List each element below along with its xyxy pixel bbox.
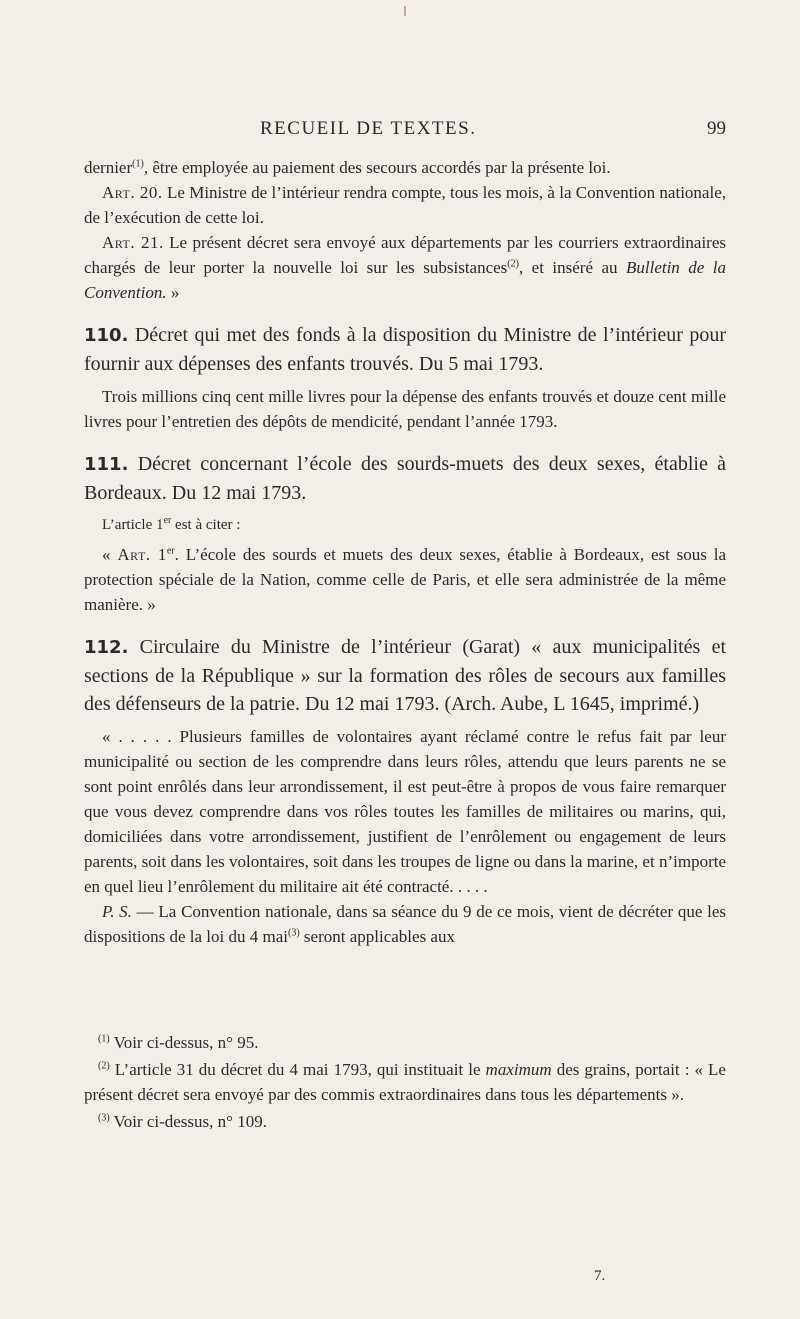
header-title: RECUEIL DE TEXTES. — [260, 118, 477, 139]
footnote-ref: (2) — [507, 258, 519, 270]
signature-mark: 7. — [594, 1268, 606, 1284]
italic-term: maximum — [485, 1060, 552, 1079]
footnote-text: Voir ci-dessus, n° 95. — [109, 1033, 259, 1052]
footnote-text: des grains, portait : « Le présent décret sera envoyé par des commis extraordinaires dans tous les départements ». — [84, 1060, 726, 1104]
article-text: Le présent décret sera envoyé aux départements par les courriers extraordinaires chargés de leur porter la nouvelle loi sur les subsistances — [84, 233, 726, 277]
text-run: , et inséré au — [518, 258, 626, 277]
article-label: Art. 20. — [102, 183, 163, 202]
footnote-text: L’article 31 du décret du 4 mai 1793, qui instituait le — [109, 1060, 486, 1079]
section-title: Décret qui met des fonds à la disposition du Ministre de l’intérieur pour fournir aux dépenses des enfants trouvés. Du 5 mai 1793. — [84, 324, 726, 375]
page-number: 99 — [707, 118, 726, 139]
article-text: Le Ministre de l’intérieur rendra compte, tous les mois, à la Convention nationale, de l’exécution de cette loi. — [84, 183, 726, 227]
article-20 — [84, 180, 726, 230]
section-112-postscript — [84, 899, 726, 949]
section-110-heading — [84, 321, 726, 378]
section-112-heading — [84, 633, 726, 718]
text-run: seront applicables aux — [299, 927, 455, 946]
article-text: . L’école des sourds et muets des deux sexes, établie à Bordeaux, est sous la protection spéciale de la Nation, comme celle de Paris, et elle sera administrée de la même manière. » — [84, 545, 726, 614]
footnote-2 — [84, 1057, 726, 1107]
section-111-article — [84, 542, 726, 617]
text-run: L’article 1 — [102, 517, 164, 533]
section-111-intro — [84, 513, 726, 538]
main-text — [84, 155, 726, 949]
section-title: Décret concernant l’école des sourds-muets des deux sexes, établie à Bordeaux. Du 12 mai 1793. — [84, 453, 726, 504]
section-111-heading — [84, 450, 726, 507]
section-title: Circulaire du Ministre de l’intérieur (Garat) « aux municipalités et sections de la République » sur la formation des rôles de secours aux familles des défenseurs de la patrie. Du 12 mai 1793. (Arch. Aube, L 1645, imprimé.) — [84, 636, 726, 715]
superscript: er — [163, 515, 172, 526]
footnote-text: Voir ci-dessus, n° 109. — [109, 1112, 267, 1131]
footnote-mark: (2) — [98, 1060, 110, 1072]
footnote-1 — [84, 1030, 726, 1055]
text-run: , être employée au paiement des secours accordés par la présente loi. — [143, 158, 611, 177]
text-run: » — [166, 283, 180, 302]
section-number: 111. — [84, 454, 129, 475]
paragraph-continuation — [84, 155, 726, 180]
text-run: est à citer : — [171, 517, 241, 533]
article-label: « Art. 1 — [102, 545, 167, 564]
section-number: 112. — [84, 637, 129, 658]
text-run: dernier — [84, 158, 133, 177]
footnote-ref: (3) — [288, 927, 300, 939]
superscript: er — [166, 545, 175, 557]
footnotes — [84, 1030, 726, 1134]
footnote-mark: (3) — [98, 1112, 110, 1124]
running-header — [84, 118, 726, 146]
article-21 — [84, 230, 726, 305]
section-number: 110. — [84, 325, 129, 346]
ps-label: P. S. — [102, 902, 132, 921]
section-112-quote: « . . . . . Plusieurs familles de volontaires ayant réclamé contre le refus fait par leur municipalité ou section de les comprendre dans leurs rôles, attendu que leurs parents ne se sont point enrôlés dans leur arrondissement, il est peut-être à propos de vous faire remarquer que vous devez comprendre dans vos rôles toutes les familles de militaires ou marins, qui, domiciliées dans votre arrondissement, justifient de l’enrôlement ou engagement de leurs parents, soit dans les volontaires, soit dans les troupes de ligne ou dans la marine, et n’importe en quel lieu l’enrôlement du militaire ait été contracté. . . . . — [84, 727, 726, 896]
footnote-ref: (1) — [132, 158, 144, 170]
section-110-text: Trois millions cinq cent mille livres pour la dépense des enfants trouvés et douze cent mille livres pour l’entretien des dépôts de mendicité, pendant l’année 1793. — [84, 387, 726, 431]
margin-mark — [404, 6, 406, 16]
footnote-mark: (1) — [98, 1033, 110, 1045]
article-label: Art. 21. — [102, 233, 164, 252]
footnote-3 — [84, 1109, 726, 1134]
italic-title: Bulletin de la Convention. — [84, 258, 727, 302]
text-run: — La Convention nationale, dans sa séance du 9 de ce mois, vient de décréter que les dispositions de la loi du 4 mai — [84, 902, 726, 946]
